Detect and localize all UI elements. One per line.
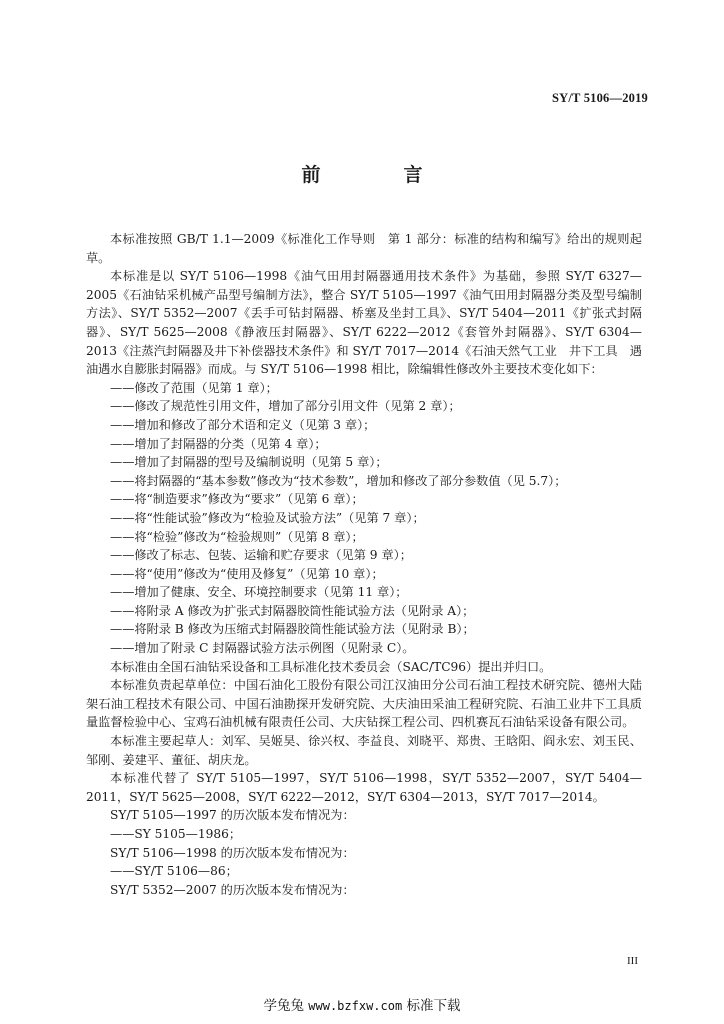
history-item: ——SY/T 5106—86； [110, 864, 238, 879]
paragraph-basis: 本标准是以 SY/T 5106—1998《油气田用封隔器通用技术条件》为基础，参照 SY/T 6327—2005《石油钻采机械产品型号编制方法》，整合 SY/T 5105—1997《油气田用封隔器分类及型号编制方法》、SY/T 5352—2007《丢手可钻封隔器、桥塞及坐封工具》、SY/T 5404—2011《扩张式封隔器》、SY/T 5625—2008《静液压封隔器》、SY/T 6222—2012《套管外封隔器》、SY/T 6304—2013《注蒸汽封隔器及井下补偿器技术条件》和 SY/T 7017—2014《石油天然气工业 井下工具 遇油遇水自膨胀封隔器》而成。与 SY/T 5106—1998 相比，除编辑性修改外主要技术变化如下： [86, 269, 642, 377]
standard-code: SY/T 5106—2019 [552, 91, 648, 105]
paragraph-drafting-units: 本标准负责起草单位：中国石油化工股份有限公司江汉油田分公司石油工程技术研究院、德州大陆架石油工程技术有限公司、中国石油勘探开发研究院、大庆油田采油工程研究院、石油工业井下工具质量监督检验中心、宝鸡石油机械有限责任公司、大庆钻探工程公司、四机赛瓦石油钻采设备有限公司。 [86, 678, 642, 730]
list-item: ——增加了健康、安全、环境控制要求（见第 11 章）； [110, 585, 408, 600]
list-item: ——修改了规范性引用文件，增加了部分引用文件（见第 2 章）； [110, 399, 461, 414]
list-item: ——增加了封隔器的型号及编制说明（见第 5 章）； [110, 455, 388, 470]
list-item: ——将附录 A 修改为扩张式封隔器胶筒性能试验方法（见附录 A）； [110, 603, 475, 618]
list-item: ——增加了封隔器的分类（见第 4 章）； [110, 436, 327, 451]
page-number: III [627, 955, 638, 967]
paragraph-drafting-rules: 本标准按照 GB/T 1.1—2009《标准化工作导则 第 1 部分：标准的结构和编写》给出的规则起草。 [86, 232, 642, 265]
list-item: ——修改了标志、包装、运输和贮存要求（见第 9 章）； [110, 548, 412, 563]
list-item: ——将附录 B 修改为压缩式封隔器胶筒性能试验方法（见附录 B）； [110, 622, 475, 637]
foreword-body [86, 230, 642, 899]
page-title: 前 言 [301, 164, 455, 186]
paragraph-replaces: 本标准代替了 SY/T 5105—1997，SY/T 5106—1998，SY/T 5352—2007，SY/T 5404—2011，SY/T 5625—2008，SY/T 6222—2012，SY/T 6304—2013，SY/T 7017—2014。 [86, 771, 642, 804]
version-history [86, 806, 642, 899]
list-item: ——将“检验”修改为“检验规则”（见第 8 章）； [110, 529, 364, 544]
footer-url[interactable]: www.bzfxw.com [308, 999, 403, 1013]
footer-watermark [0, 994, 724, 1014]
paragraph-proposal: 本标准由全国石油钻采设备和工具标准化技术委员会（SAC/TC96）提出并归口。 [110, 659, 552, 674]
history-heading: SY/T 5106—1998 的历次版本发布情况为： [110, 845, 355, 860]
list-item: ——将“使用”修改为“使用及修复”（见第 10 章）； [110, 566, 384, 581]
list-item: ——修改了范围（见第 1 章）； [110, 380, 278, 395]
paragraph-drafters: 本标准主要起草人：刘军、吴姬昊、徐兴权、李益良、刘晓平、郑贵、王晗阳、阎永宏、刘玉民、邹刚、姜建平、董征、胡庆龙。 [86, 734, 642, 767]
list-item: ——将封隔器的“基本参数”修改为“技术参数”，增加和修改了部分参数值（见 5.7）； [110, 473, 567, 488]
history-item: ——SY 5105—1986； [110, 827, 242, 841]
list-item: ——增加和修改了部分术语和定义（见第 3 章）； [110, 417, 376, 432]
list-item: ——增加了附录 C 封隔器试验方法示例图（见附录 C）。 [110, 641, 415, 656]
footer-site-name: 学兔兔 [263, 998, 304, 1014]
history-heading: SY/T 5105—1997 的历次版本发布情况为： [110, 808, 355, 823]
list-item: ——将“制造要求”修改为“要求”（见第 6 章）； [110, 492, 364, 507]
list-item: ——将“性能试验”修改为“检验及试验方法”（见第 7 章）； [110, 510, 425, 525]
changes-list [86, 379, 642, 658]
history-heading: SY/T 5352—2007 的历次版本发布情况为： [110, 882, 355, 897]
footer-label: 标准下载 [406, 998, 461, 1014]
